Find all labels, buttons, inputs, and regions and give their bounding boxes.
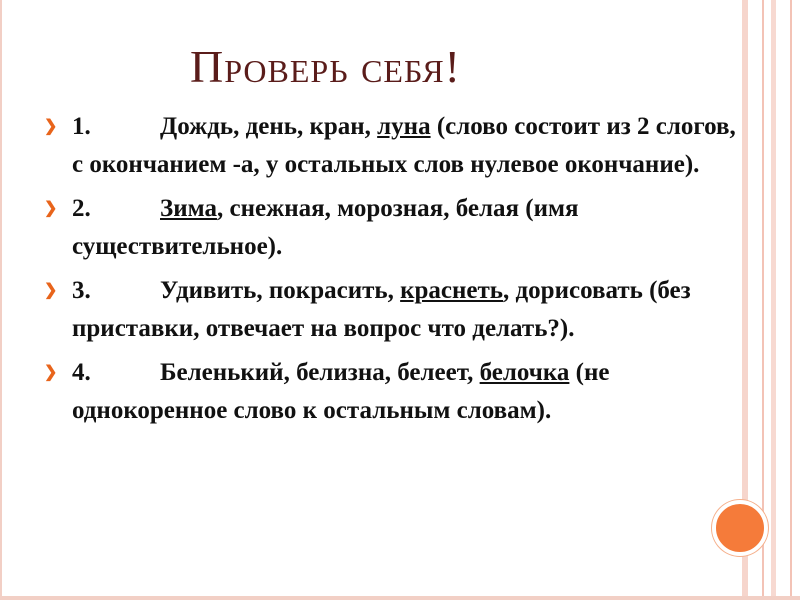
- bullet-icon: ❯: [44, 364, 58, 381]
- item-number: 4.: [72, 359, 91, 386]
- bottom-frame-line: [0, 596, 800, 600]
- answer-item-4: [42, 354, 742, 430]
- item-answer-underlined: краснеть: [400, 277, 504, 304]
- item-text-before: Удивить, покрасить,: [160, 277, 401, 304]
- answer-item-1: [42, 108, 742, 184]
- slide-title: Проверь себя!: [190, 41, 461, 92]
- item-number: 3.: [72, 277, 91, 304]
- answer-list: [42, 108, 742, 436]
- item-text-after: (слово состоит из 2 слогов, с окончанием -а, у остальных слов нулевое окончание).: [72, 113, 736, 178]
- item-text-after: , дорисовать (без приставки, отвечает на вопрос что делать?).: [72, 277, 691, 342]
- item-text-before: Дождь, день, кран,: [160, 113, 378, 140]
- item-number: 1.: [72, 113, 91, 140]
- item-answer-underlined: луна: [377, 113, 431, 140]
- decorative-circle: [712, 500, 768, 556]
- item-answer-underlined: белочка: [479, 359, 570, 386]
- item-answer-underlined: Зима: [160, 195, 217, 222]
- answer-item-2: [42, 190, 742, 266]
- item-text-before: Беленький, белизна, белеет,: [160, 359, 480, 386]
- answer-item-3: [42, 272, 742, 348]
- right-frame-line: [762, 0, 764, 600]
- right-frame-line: [790, 0, 792, 600]
- item-text-after: (не однокоренное слово к остальным словам).: [72, 359, 610, 424]
- bullet-icon: ❯: [44, 200, 58, 217]
- item-text-after: , снежная, морозная, белая (имя существительное).: [72, 195, 579, 260]
- right-frame-stripe: [771, 0, 776, 600]
- bullet-icon: ❯: [44, 282, 58, 299]
- item-number: 2.: [72, 195, 91, 222]
- bullet-icon: ❯: [44, 118, 58, 135]
- left-frame-line: [0, 0, 2, 600]
